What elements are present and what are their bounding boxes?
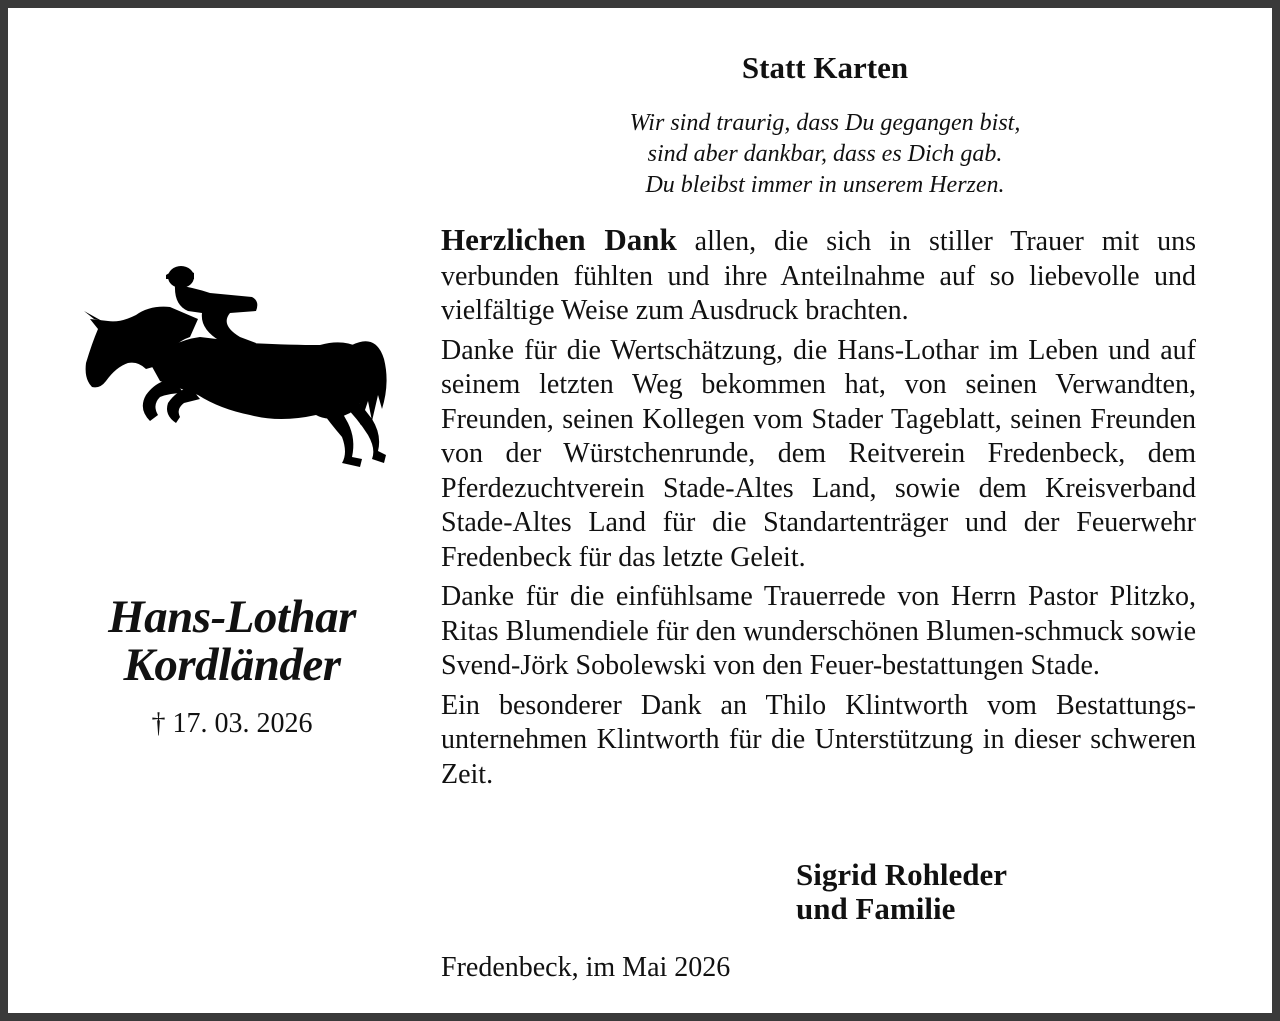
paragraph-3: Danke für die einfühlsame Trauerrede von Herrn Pastor Plitzko, Ritas Blumendiele für den wunderschönen Blumen-schmuck sowie Svend-Jörk Sobolewski von den Feuer-bestattungen Stade. [441, 581, 1196, 681]
signature [796, 858, 1196, 926]
horse-jumper-silhouette-icon [80, 263, 390, 473]
death-date: † 17. 03. 2026 [151, 708, 313, 739]
thank-you-text [441, 223, 1196, 797]
signature-name: Sigrid Rohleder [796, 857, 1007, 892]
poem-line: Du bleibst immer in unserem Herzen. [645, 172, 1005, 198]
poem-line: sind aber dankbar, dass es Dich gab. [647, 141, 1003, 167]
paragraph-1 [441, 223, 1196, 329]
paragraph-lead: Herzlichen Dank [441, 222, 677, 257]
place-date: Fredenbeck, im Mai 2026 [441, 952, 731, 983]
obituary-card [8, 8, 1272, 1013]
paragraph-text: allen, die sich in stiller Trauer mit uns verbunden fühlten und ihre Anteilnahme auf so liebevolle und vielfältige Weise zum Ausdruck brachten. [441, 226, 1196, 326]
signature-family: und Familie [796, 891, 956, 926]
poem-line: Wir sind traurig, dass Du gegangen bist, [629, 110, 1021, 136]
poem [440, 108, 1210, 201]
page-title: Statt Karten [741, 50, 909, 85]
deceased-last-name: Kordländer [123, 639, 341, 691]
deceased-first-name: Hans-Lothar [108, 591, 356, 643]
paragraph-4: Ein besonderer Dank an Thilo Klintworth vom Bestattungs-unternehmen Klintworth für die Unterstützung in dieser schweren Zeit. [441, 689, 1196, 790]
deceased-name [48, 593, 416, 689]
paragraph-2: Danke für die Wertschätzung, die Hans-Lothar im Leben und auf seinem letzten Weg bekommen hat, von seinen Verwandten, Freunden, seinen Kollegen vom Stader Tageblatt, seinen Freunden von der Würstchenrunde, dem Reitverein Fredenbeck, dem Pferdezuchtverein Stade-Altes Land, sowie dem Kreisverband Stade-Altes Land für die Standartenträger und der Feuerwehr Fredenbeck für das letzte Geleit. [441, 334, 1196, 573]
